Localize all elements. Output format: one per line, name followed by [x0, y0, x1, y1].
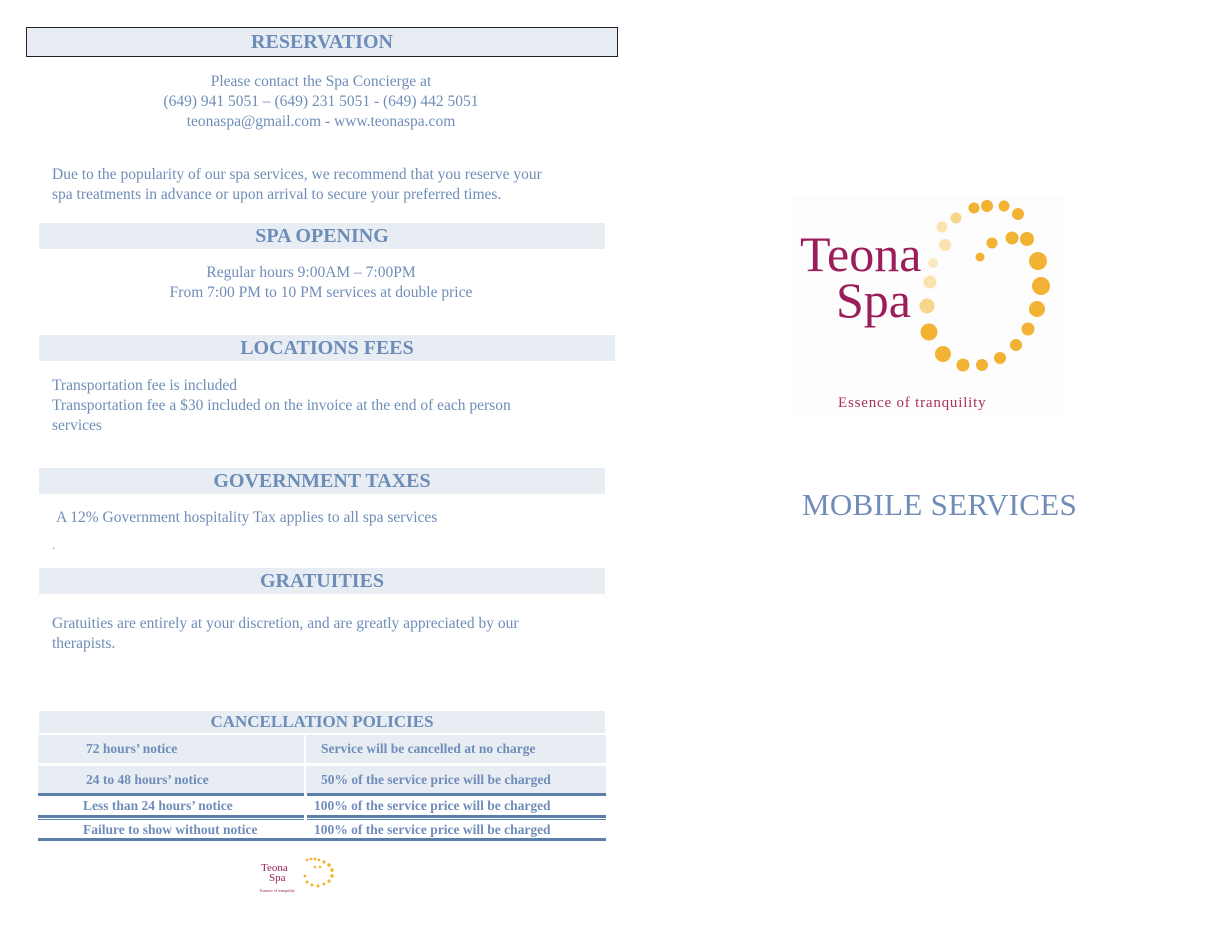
policy-text: 50% of the service price will be charged [321, 771, 551, 787]
cover-title: MOBILE SERVICES [802, 487, 1078, 522]
row-divider [307, 815, 606, 818]
reservation-title: RESERVATION [251, 31, 393, 53]
reservation-note [52, 165, 612, 205]
government-taxes-title: GOVERNMENT TAXES [213, 470, 431, 492]
policy-cell [306, 821, 606, 838]
notice-cell [38, 766, 304, 793]
regular-hours: Regular hours 9:00AM – 7:00PM [206, 264, 416, 281]
spa-opening-title: SPA OPENING [255, 225, 389, 247]
svg-text:Teona: Teona [261, 862, 288, 874]
svg-text:Teona: Teona [800, 226, 922, 282]
policy-text: Service will be cancelled at no charge [321, 741, 536, 756]
notice-cell [38, 735, 304, 763]
notice-text: Less than 24 hours’ notice [83, 798, 233, 813]
row-divider [307, 819, 606, 820]
notice-text: 24 to 48 hours’ notice [86, 771, 209, 787]
svg-text:Spa: Spa [269, 872, 286, 884]
policy-text: 100% of the service price will be charged [314, 821, 551, 837]
row-divider [38, 815, 304, 818]
table-bottom-border [38, 838, 606, 841]
gratuities-line1: Gratuities are entirely at your discretion, and are greatly appreciated by our [52, 615, 519, 632]
transport-line2: Transportation fee a $30 included on the invoice at the end of each person [52, 397, 511, 414]
notice-text: 72 hours’ notice [86, 741, 178, 756]
spa-opening-hours [26, 263, 616, 303]
policy-text: 100% of the service price will be charged [314, 798, 551, 813]
row-divider [38, 819, 304, 820]
logo-tagline: Essence of tranquility [838, 395, 987, 411]
reservation-note-line2: spa treatments in advance or upon arrival to secure your preferred times. [52, 186, 502, 203]
small-logo-graphic [255, 855, 345, 895]
government-taxes-header [39, 468, 605, 494]
cancellation-row [38, 821, 606, 838]
notice-cell [38, 821, 304, 838]
locations-fees-text [52, 376, 612, 436]
gratuities-text [52, 614, 612, 654]
contact-line: Please contact the Spa Concierge at [210, 73, 432, 90]
svg-text:Essence of tranquility: Essence of tranquility [260, 888, 295, 893]
gratuities-title: GRATUITIES [259, 570, 385, 592]
small-logo [255, 855, 345, 895]
transport-line3: services [52, 417, 102, 434]
notice-text: Failure to show without notice [83, 821, 258, 837]
cancellation-header [39, 711, 605, 733]
gratuities-header [39, 568, 605, 594]
policy-cell [306, 766, 606, 793]
locations-fees-title: LOCATIONS FEES [240, 337, 414, 359]
cancellation-row [38, 735, 606, 763]
svg-text:Spa: Spa [836, 272, 911, 328]
stray-dot: . [52, 538, 55, 552]
phone-numbers: (649) 941 5051 – (649) 231 5051 - (649) 442 5051 [163, 93, 479, 110]
reservation-header [26, 27, 618, 57]
cancellation-row [38, 797, 606, 815]
locations-fees-header [39, 335, 615, 361]
row-divider [38, 793, 304, 796]
reservation-note-line1: Due to the popularity of our spa services, we recommend that you reserve your [52, 166, 542, 183]
email-website: teonaspa@gmail.com - www.teonaspa.com [186, 113, 456, 130]
reservation-contact [26, 72, 616, 132]
logo-dots-graphic [792, 195, 1064, 417]
transport-line1: Transportation fee is included [52, 377, 237, 394]
spa-opening-header [39, 223, 605, 249]
gratuities-line2: therapists. [52, 635, 116, 652]
cancellation-row [38, 766, 606, 793]
teona-spa-logo [792, 195, 1064, 417]
notice-cell [38, 797, 304, 815]
evening-hours: From 7:00 PM to 10 PM services at double price [169, 284, 473, 301]
policy-cell [306, 735, 606, 763]
tax-line: A 12% Government hospitality Tax applies to all spa services [56, 509, 438, 526]
policy-cell [306, 797, 606, 815]
row-divider [307, 793, 606, 796]
cancellation-title: CANCELLATION POLICIES [210, 712, 434, 731]
